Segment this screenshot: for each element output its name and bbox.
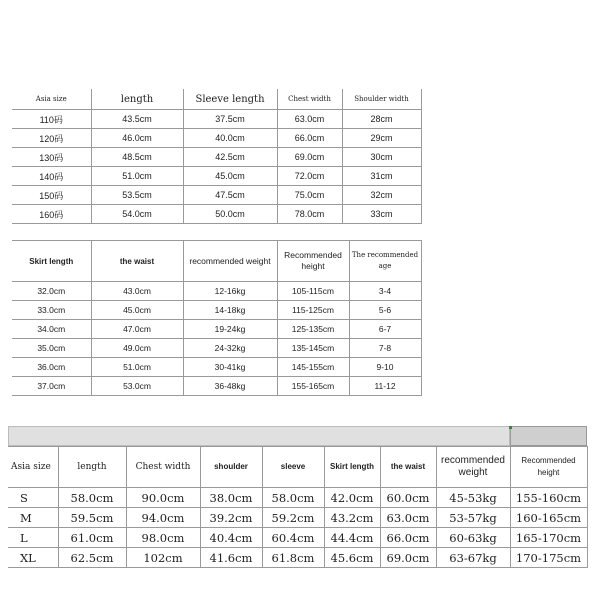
table-cell: 110码 bbox=[12, 110, 91, 129]
table-cell: 37.5cm bbox=[183, 110, 277, 129]
header-chest-width: Chest width bbox=[126, 447, 200, 488]
table-cell: 45.6cm bbox=[324, 548, 380, 568]
table-cell: 33.0cm bbox=[12, 301, 91, 320]
table-row bbox=[12, 358, 421, 377]
table-cell: 44.4cm bbox=[324, 528, 380, 548]
table-cell: 160码 bbox=[12, 205, 91, 224]
table-row bbox=[12, 186, 421, 205]
table-header-row bbox=[12, 89, 421, 110]
table-cell: 29cm bbox=[342, 129, 421, 148]
table-cell: 62.5cm bbox=[58, 548, 126, 568]
table-cell: L bbox=[8, 528, 58, 548]
table-cell: 49.0cm bbox=[91, 339, 183, 358]
header-recommended-age: The recommended age bbox=[349, 241, 421, 282]
table-cell: 28cm bbox=[342, 110, 421, 129]
table-cell: 32.0cm bbox=[12, 282, 91, 301]
table-cell: 120码 bbox=[12, 129, 91, 148]
cell-marker bbox=[509, 426, 512, 429]
header-shoulder-width: Shoulder width bbox=[342, 89, 421, 110]
header-recommended-weight: recommended weight bbox=[183, 241, 277, 282]
header-recommended-height: Recommended height bbox=[277, 241, 349, 282]
header-skirt-length: Skirt length bbox=[324, 447, 380, 488]
table-cell: 24-32kg bbox=[183, 339, 277, 358]
header-asia-size: Asia size bbox=[12, 89, 91, 110]
table-cell: 90.0cm bbox=[126, 488, 200, 508]
table-cell: 14-18kg bbox=[183, 301, 277, 320]
header-recommended-weight: recommended weight bbox=[436, 447, 510, 488]
table-row bbox=[8, 548, 587, 568]
table-cell: 42.5cm bbox=[183, 148, 277, 167]
table-row bbox=[12, 339, 421, 358]
table-cell: 61.8cm bbox=[262, 548, 324, 568]
table-cell: XL bbox=[8, 548, 58, 568]
table-cell: 11-12 bbox=[349, 377, 421, 396]
table-row bbox=[12, 167, 421, 186]
header-length: length bbox=[91, 89, 183, 110]
table-cell: 125-135cm bbox=[277, 320, 349, 339]
size-table-tops bbox=[12, 89, 422, 224]
header-length: length bbox=[58, 447, 126, 488]
header-shoulder: shoulder bbox=[200, 447, 262, 488]
table-cell: 98.0cm bbox=[126, 528, 200, 548]
table-cell: 7-8 bbox=[349, 339, 421, 358]
table-row bbox=[12, 320, 421, 339]
table-cell: 78.0cm bbox=[277, 205, 342, 224]
table-row bbox=[8, 528, 587, 548]
table-row bbox=[12, 205, 421, 224]
table-cell: 66.0cm bbox=[380, 528, 436, 548]
table-cell: 75.0cm bbox=[277, 186, 342, 205]
table-cell: 50.0cm bbox=[183, 205, 277, 224]
table-cell: 105-115cm bbox=[277, 282, 349, 301]
table-cell: 58.0cm bbox=[262, 488, 324, 508]
table-row bbox=[12, 377, 421, 396]
table-row bbox=[12, 148, 421, 167]
table-cell: 6-7 bbox=[349, 320, 421, 339]
table-cell: 34.0cm bbox=[12, 320, 91, 339]
header-waist: the waist bbox=[91, 241, 183, 282]
table-cell: 155-165cm bbox=[277, 377, 349, 396]
table-row bbox=[12, 282, 421, 301]
size-table-adult bbox=[8, 446, 588, 568]
table-cell: 9-10 bbox=[349, 358, 421, 377]
table-cell: 60.4cm bbox=[262, 528, 324, 548]
table-cell: 60-63kg bbox=[436, 528, 510, 548]
table-cell: 165-170cm bbox=[510, 528, 587, 548]
table-cell: 48.5cm bbox=[91, 148, 183, 167]
table-cell: 12-16kg bbox=[183, 282, 277, 301]
header-asia-size: Asia size bbox=[8, 447, 58, 488]
table-cell: 45-53kg bbox=[436, 488, 510, 508]
table-cell: 31cm bbox=[342, 167, 421, 186]
table-cell: 54.0cm bbox=[91, 205, 183, 224]
table-cell: 160-165cm bbox=[510, 508, 587, 528]
table-cell: 66.0cm bbox=[277, 129, 342, 148]
table-cell: 63-67kg bbox=[436, 548, 510, 568]
table-top-bar-right bbox=[510, 426, 587, 446]
header-chest-width: Chest width bbox=[277, 89, 342, 110]
table-cell: 53-57kg bbox=[436, 508, 510, 528]
table-header-row bbox=[8, 447, 587, 488]
header-waist: the waist bbox=[380, 447, 436, 488]
table-cell: 135-145cm bbox=[277, 339, 349, 358]
table-cell: 63.0cm bbox=[277, 110, 342, 129]
table-cell: 40.4cm bbox=[200, 528, 262, 548]
table-cell: 39.2cm bbox=[200, 508, 262, 528]
table-cell: 47.0cm bbox=[91, 320, 183, 339]
table-cell: 53.5cm bbox=[91, 186, 183, 205]
table-cell: 115-125cm bbox=[277, 301, 349, 320]
table-cell: 60.0cm bbox=[380, 488, 436, 508]
size-table-skirt bbox=[12, 240, 422, 396]
table-cell: 43.2cm bbox=[324, 508, 380, 528]
table-cell: 69.0cm bbox=[380, 548, 436, 568]
table-cell: 94.0cm bbox=[126, 508, 200, 528]
table-cell: 37.0cm bbox=[12, 377, 91, 396]
table-cell: 43.0cm bbox=[91, 282, 183, 301]
table-cell: 46.0cm bbox=[91, 129, 183, 148]
header-recommended-height: Recommended height bbox=[510, 447, 587, 488]
table-cell: 51.0cm bbox=[91, 167, 183, 186]
table-cell: 45.0cm bbox=[183, 167, 277, 186]
table-cell: 30cm bbox=[342, 148, 421, 167]
table-row bbox=[12, 110, 421, 129]
table-row bbox=[12, 129, 421, 148]
table-cell: 145-155cm bbox=[277, 358, 349, 377]
table-cell: 36-48kg bbox=[183, 377, 277, 396]
table-cell: 5-6 bbox=[349, 301, 421, 320]
table-cell: M bbox=[8, 508, 58, 528]
table-cell: 35.0cm bbox=[12, 339, 91, 358]
table-row bbox=[8, 508, 587, 528]
table-header-row bbox=[12, 241, 421, 282]
table-cell: 58.0cm bbox=[58, 488, 126, 508]
table-row bbox=[12, 301, 421, 320]
table-cell: 150码 bbox=[12, 186, 91, 205]
table-row bbox=[8, 488, 587, 508]
table-cell: 40.0cm bbox=[183, 129, 277, 148]
table-cell: 19-24kg bbox=[183, 320, 277, 339]
header-skirt-length: Skirt length bbox=[12, 241, 91, 282]
table-cell: 130码 bbox=[12, 148, 91, 167]
table-cell: 59.5cm bbox=[58, 508, 126, 528]
table-cell: 72.0cm bbox=[277, 167, 342, 186]
table-cell: 51.0cm bbox=[91, 358, 183, 377]
table-cell: 36.0cm bbox=[12, 358, 91, 377]
table-cell: 61.0cm bbox=[58, 528, 126, 548]
table-cell: 38.0cm bbox=[200, 488, 262, 508]
table-cell: 63.0cm bbox=[380, 508, 436, 528]
table-cell: 3-4 bbox=[349, 282, 421, 301]
table-cell: 32cm bbox=[342, 186, 421, 205]
table-cell: 41.6cm bbox=[200, 548, 262, 568]
table-cell: 53.0cm bbox=[91, 377, 183, 396]
table-cell: 102cm bbox=[126, 548, 200, 568]
table-cell: 69.0cm bbox=[277, 148, 342, 167]
table-top-bar bbox=[8, 426, 510, 446]
table-cell: 33cm bbox=[342, 205, 421, 224]
table-cell: 43.5cm bbox=[91, 110, 183, 129]
header-sleeve-length: Sleeve length bbox=[183, 89, 277, 110]
table-cell: 59.2cm bbox=[262, 508, 324, 528]
table-cell: 45.0cm bbox=[91, 301, 183, 320]
table-cell: 170-175cm bbox=[510, 548, 587, 568]
table-cell: S bbox=[8, 488, 58, 508]
table-cell: 155-160cm bbox=[510, 488, 587, 508]
table-cell: 140码 bbox=[12, 167, 91, 186]
table-cell: 30-41kg bbox=[183, 358, 277, 377]
table-cell: 42.0cm bbox=[324, 488, 380, 508]
table-cell: 47.5cm bbox=[183, 186, 277, 205]
header-sleeve: sleeve bbox=[262, 447, 324, 488]
